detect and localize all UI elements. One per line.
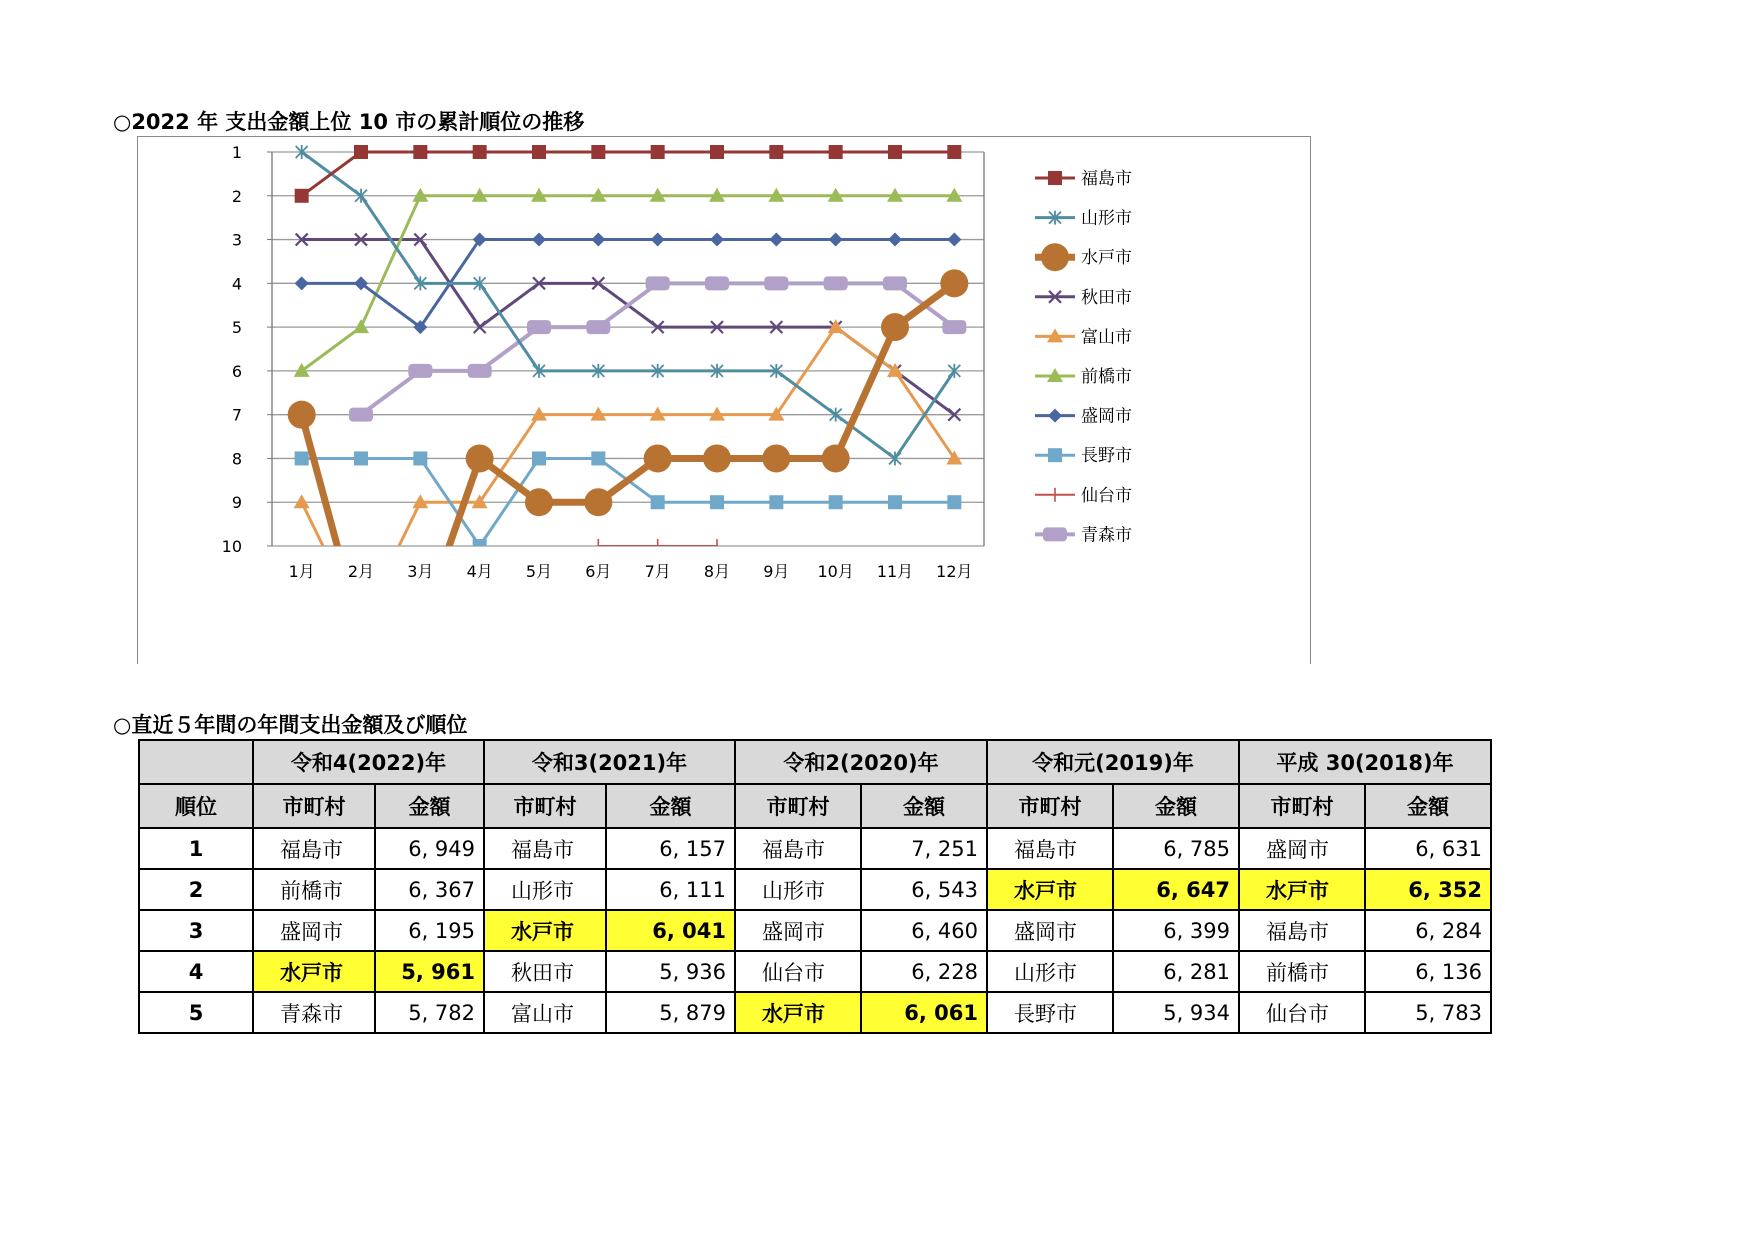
x-tick-label: 1月	[288, 562, 315, 581]
corner-cell	[139, 740, 253, 784]
legend-label: 富山市	[1081, 327, 1132, 348]
city-cell: 盛岡市	[253, 910, 375, 951]
data-point	[349, 408, 373, 422]
x-tick-label: 7月	[644, 562, 671, 581]
y-tick-label: 5	[231, 318, 242, 338]
table-row	[139, 910, 1491, 951]
city-cell: 前橋市	[253, 869, 375, 910]
rank-cell: 4	[139, 951, 253, 992]
amount-cell: 5, 782	[375, 992, 484, 1033]
data-point	[591, 233, 605, 247]
year-header: 令和4(2022)年	[253, 740, 484, 784]
city-cell: 秋田市	[484, 951, 606, 992]
legend-label: 福島市	[1081, 169, 1132, 189]
amount-cell: 6, 647	[1113, 869, 1239, 910]
data-point	[824, 276, 848, 290]
series-水戸市	[288, 269, 969, 611]
series-line-segment	[302, 327, 361, 371]
data-point	[413, 451, 427, 465]
city-cell: 水戸市	[735, 992, 861, 1033]
x-tick-label: 10月	[817, 562, 854, 581]
table-row	[139, 992, 1491, 1033]
legend-marker	[1041, 243, 1069, 271]
data-point	[586, 320, 610, 334]
data-point	[705, 276, 729, 290]
data-point	[947, 233, 961, 247]
city-cell: 水戸市	[1239, 869, 1365, 910]
data-point	[532, 451, 546, 465]
legend-label: 水戸市	[1081, 248, 1132, 269]
year-header-row	[139, 740, 1491, 784]
data-point	[829, 233, 843, 247]
data-point	[353, 319, 369, 333]
series-line-segment	[302, 415, 355, 612]
rank-cell: 1	[139, 828, 253, 869]
data-point	[829, 145, 843, 159]
city-cell: 福島市	[1239, 910, 1365, 951]
x-tick-label: 11月	[876, 562, 914, 581]
data-point	[295, 451, 309, 465]
table-row	[139, 828, 1491, 869]
legend-marker	[1048, 171, 1062, 185]
amount-cell: 6, 228	[861, 951, 987, 992]
y-tick-label: 10	[221, 537, 242, 556]
data-point	[646, 276, 670, 290]
data-point	[769, 145, 783, 159]
x-tick-label: 9月	[763, 562, 790, 581]
city-cell: 山形市	[484, 869, 606, 910]
data-point	[764, 276, 788, 290]
table-row	[139, 951, 1491, 992]
data-point	[829, 495, 843, 509]
legend-entry	[1035, 367, 1132, 387]
data-point	[527, 320, 551, 334]
amount-cell: 5, 879	[606, 992, 735, 1033]
amount-header: 金額	[606, 784, 735, 828]
amount-cell: 6, 367	[375, 869, 484, 910]
rank-cell: 5	[139, 992, 253, 1033]
table-row	[139, 869, 1491, 910]
legend-entry	[1035, 525, 1132, 545]
y-tick-label: 9	[231, 493, 242, 513]
data-point	[888, 233, 902, 247]
data-point	[644, 444, 672, 472]
data-point	[294, 494, 310, 508]
data-point	[413, 145, 427, 159]
data-point	[354, 451, 368, 465]
year-header: 令和2(2020)年	[735, 740, 987, 784]
data-point	[942, 320, 966, 334]
amount-cell: 6, 136	[1365, 951, 1491, 992]
series-line-segment	[361, 196, 420, 327]
series-line-segment	[836, 327, 895, 458]
chart-area	[137, 136, 1311, 664]
y-tick-label: 6	[231, 361, 242, 381]
city-cell: 盛岡市	[1239, 828, 1365, 869]
amount-cell: 6, 195	[375, 910, 484, 951]
data-point	[651, 495, 665, 509]
city-cell: 前橋市	[1239, 951, 1365, 992]
rank-cell: 3	[139, 910, 253, 951]
data-point	[710, 145, 724, 159]
y-tick-label: 3	[231, 230, 242, 250]
legend-entry	[1035, 169, 1132, 189]
city-cell: 水戸市	[253, 951, 375, 992]
city-cell: 仙台市	[1239, 992, 1365, 1033]
data-point	[468, 364, 492, 378]
amount-cell: 6, 281	[1113, 951, 1239, 992]
amount-cell: 6, 041	[606, 910, 735, 951]
city-cell: 富山市	[484, 992, 606, 1033]
legend-marker	[1048, 409, 1062, 423]
chart-heading: ○2022 年 支出金額上位 10 市の累計順位の推移	[113, 110, 585, 134]
amount-cell: 5, 936	[606, 951, 735, 992]
amount-cell: 6, 157	[606, 828, 735, 869]
data-point	[532, 145, 546, 159]
amount-cell: 6, 631	[1365, 828, 1491, 869]
amount-cell: 6, 399	[1113, 910, 1239, 951]
year-header: 令和元(2019)年	[987, 740, 1239, 784]
legend-label: 仙台市	[1081, 485, 1132, 506]
column-header-row	[139, 784, 1491, 828]
y-tick-label: 7	[231, 405, 242, 425]
amount-cell: 5, 934	[1113, 992, 1239, 1033]
amount-cell: 6, 061	[861, 992, 987, 1033]
data-point	[466, 444, 494, 472]
city-cell: 盛岡市	[735, 910, 861, 951]
legend-label: 青森市	[1081, 525, 1132, 546]
city-cell: 福島市	[735, 828, 861, 869]
city-header: 市町村	[987, 784, 1113, 828]
series-line-segment	[776, 371, 835, 415]
city-cell: 福島市	[484, 828, 606, 869]
x-tick-label: 12月	[936, 562, 973, 581]
amount-cell: 7, 251	[861, 828, 987, 869]
y-tick-label: 8	[231, 449, 242, 469]
series-福島市	[295, 145, 962, 203]
amount-cell: 5, 783	[1365, 992, 1491, 1033]
x-tick-label: 3月	[407, 562, 434, 581]
legend-label: 山形市	[1081, 208, 1132, 229]
data-point	[473, 145, 487, 159]
data-point	[883, 276, 907, 290]
year-header: 平成 30(2018)年	[1239, 740, 1491, 784]
table-heading: ○直近５年間の年間支出金額及び順位	[113, 713, 468, 737]
legend-entry	[1035, 243, 1132, 271]
amount-cell: 6, 352	[1365, 869, 1491, 910]
series-富山市	[294, 319, 963, 612]
city-header: 市町村	[1239, 784, 1365, 828]
legend-entry	[1035, 446, 1132, 466]
city-cell: 福島市	[987, 828, 1113, 869]
amount-cell: 6, 460	[861, 910, 987, 951]
data-point	[584, 488, 612, 516]
legend-entry	[1035, 486, 1132, 506]
amount-header: 金額	[861, 784, 987, 828]
city-cell: 山形市	[987, 951, 1113, 992]
amount-header: 金額	[375, 784, 484, 828]
x-tick-label: 5月	[525, 562, 553, 581]
legend-marker	[1043, 527, 1067, 541]
data-point	[710, 233, 724, 247]
data-point	[295, 276, 309, 290]
data-point	[525, 488, 553, 516]
x-tick-label: 6月	[585, 562, 612, 581]
city-cell: 水戸市	[987, 869, 1113, 910]
rank-line-chart	[138, 137, 1310, 665]
data-point	[295, 189, 309, 203]
legend-label: 前橋市	[1081, 367, 1132, 387]
year-header: 令和3(2021)年	[484, 740, 735, 784]
city-cell: 山形市	[735, 869, 861, 910]
data-point	[288, 401, 316, 429]
data-point	[710, 495, 724, 509]
rank-cell: 2	[139, 869, 253, 910]
data-point	[591, 451, 605, 465]
city-cell: 福島市	[253, 828, 375, 869]
series-line-segment	[895, 371, 954, 415]
amount-cell: 6, 111	[606, 869, 735, 910]
legend-label: 盛岡市	[1081, 406, 1132, 427]
amount-header: 金額	[1365, 784, 1491, 828]
data-point	[532, 233, 546, 247]
legend-entry	[1035, 407, 1132, 427]
data-point	[769, 495, 783, 509]
data-point	[947, 495, 961, 509]
amount-cell: 5, 961	[375, 951, 484, 992]
legend-entry	[1035, 288, 1132, 308]
amount-cell: 6, 284	[1365, 910, 1491, 951]
data-point	[881, 313, 909, 341]
x-tick-label: 4月	[466, 562, 493, 581]
data-point	[591, 145, 605, 159]
annual-spending-table	[138, 739, 1492, 1034]
legend-entry	[1035, 326, 1132, 347]
city-header: 市町村	[484, 784, 606, 828]
data-point	[703, 444, 731, 472]
series-line-segment	[367, 502, 420, 611]
amount-cell: 6, 949	[375, 828, 484, 869]
data-point	[354, 145, 368, 159]
y-tick-label: 4	[231, 274, 242, 294]
data-point	[651, 233, 665, 247]
city-cell: 長野市	[987, 992, 1113, 1033]
data-point	[769, 233, 783, 247]
city-header: 市町村	[253, 784, 375, 828]
y-tick-label: 2	[231, 186, 242, 206]
amount-cell: 6, 785	[1113, 828, 1239, 869]
rank-header: 順位	[139, 784, 253, 828]
data-point	[940, 269, 968, 297]
legend-marker	[1048, 448, 1062, 462]
legend-label: 秋田市	[1081, 287, 1132, 308]
data-point	[473, 539, 487, 553]
city-cell: 盛岡市	[987, 910, 1113, 951]
city-header: 市町村	[735, 784, 861, 828]
data-point	[888, 145, 902, 159]
amount-cell: 6, 543	[861, 869, 987, 910]
x-tick-label: 2月	[347, 562, 375, 581]
city-cell: 仙台市	[735, 951, 861, 992]
city-cell: 水戸市	[484, 910, 606, 951]
amount-header: 金額	[1113, 784, 1239, 828]
legend-entry	[1035, 209, 1132, 229]
x-tick-label: 8月	[703, 562, 731, 581]
data-point	[762, 444, 790, 472]
data-point	[947, 145, 961, 159]
data-point	[651, 145, 665, 159]
y-tick-label: 1	[231, 143, 242, 162]
data-point	[408, 364, 432, 378]
data-point	[888, 495, 902, 509]
data-point	[822, 444, 850, 472]
city-cell: 青森市	[253, 992, 375, 1033]
legend-label: 長野市	[1081, 446, 1132, 467]
